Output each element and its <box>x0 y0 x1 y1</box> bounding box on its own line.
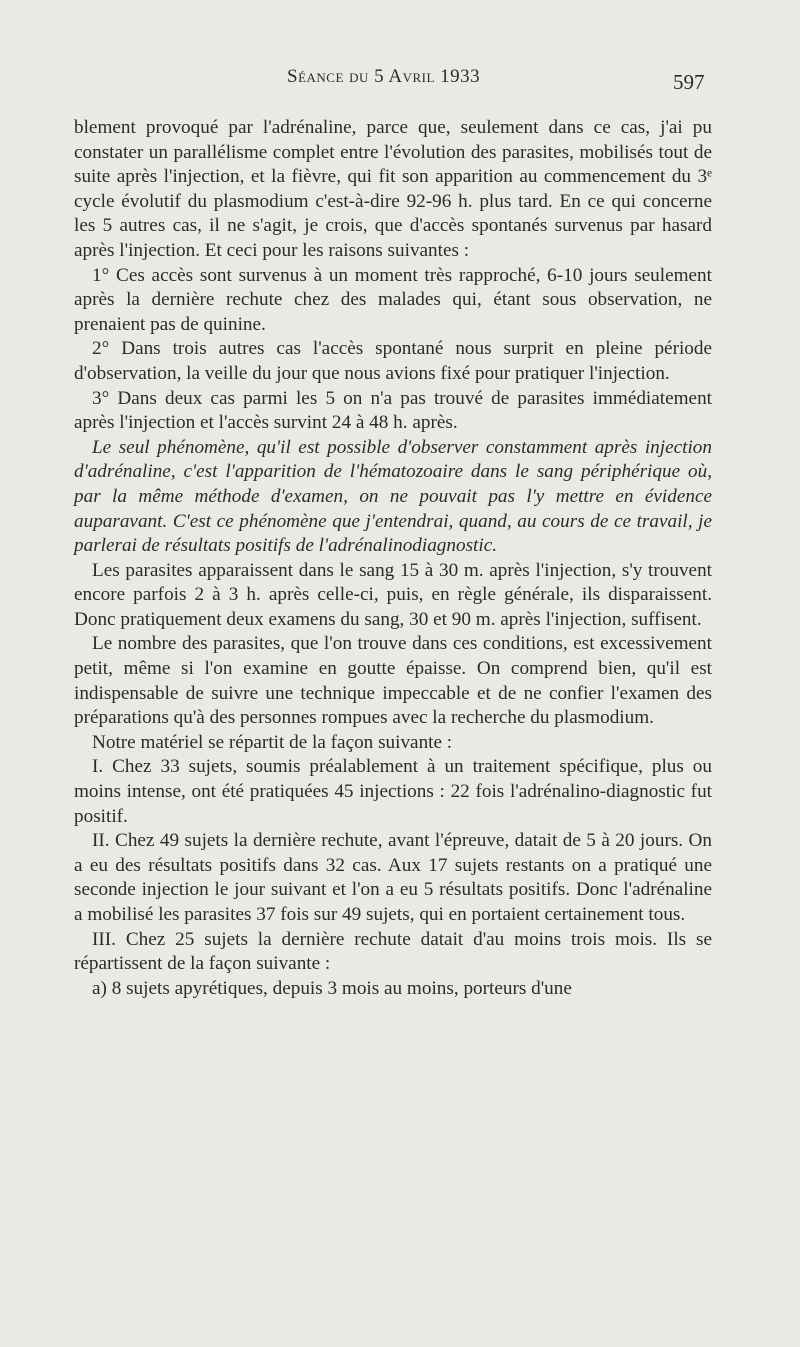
paragraph: a) 8 sujets apyrétiques, depuis 3 mois au moins, porteurs d'une <box>92 977 572 999</box>
paragraph: 1° Ces accès sont survenus à un moment très rapproché, 6-10 jours seulement après la dernière rechute chez des malades qui, étant sous observation, ne prenaient pas de quinine. <box>74 264 712 335</box>
paragraph: 2° Dans trois autres cas l'accès spontané nous surprit en pleine période d'observation, la veille du jour que nous avions fixé pour pratiquer l'injection. <box>74 338 712 384</box>
running-title: Séance du 5 Avril 1933 <box>287 66 481 87</box>
italic-paragraph: Le seul phénomène, qu'il est possible d'observer constamment après injection d'adrénaline, c'est l'apparition de l'hématozoaire dans le sang périphérique où, par la même méthode d'examen, on ne pouvait pas l'y mettre en évidence auparavant. C'est ce phénomène que j'entendrai, quand, au cours de ce travail, je parlerai de résultats positifs de l'adrénalinodiagnostic. <box>74 436 712 557</box>
paragraph: II. Chez 49 sujets la dernière rechute, avant l'épreuve, datait de 5 à 20 jours. On a eu des résultats positifs dans 32 cas. Aux 17 sujets restants on a pratiqué une seconde injection le jour suivant et l'on a eu 5 résultats positifs. Donc l'adrénaline a mobilisé les parasites 37 fois sur 49 sujets, qui en portaient certainement tous. <box>74 830 712 925</box>
paragraph: I. Chez 33 sujets, soumis préalablement à un traitement spécifique, plus ou moins intense, ont été pratiquées 45 injections : 22 fois l'adrénalino-diagnostic fut positif. <box>74 756 712 827</box>
paragraph: Les parasites apparaissent dans le sang 15 à 30 m. après l'injection, s'y trouvent encore parfois 2 à 3 h. après celle-ci, puis, en règle générale, ils disparaissent. Donc pratiquement deux examens du sang, 30 et 90 m. après l'injection, suffisent. <box>74 559 712 630</box>
paragraph: 3° Dans deux cas parmi les 5 on n'a pas trouvé de parasites immédiatement après l'injection et l'accès survint 24 à 48 h. après. <box>74 387 712 434</box>
paragraph: Le nombre des parasites, que l'on trouve dans ces conditions, est excessivement petit, même si l'on examine en goutte épaisse. On comprend bien, qu'il est indispensable de suivre une technique impeccable et de ne confier l'examen des préparations qu'à des personnes rompues avec la recherche du plasmodium. <box>74 633 712 729</box>
paragraph: III. Chez 25 sujets la dernière rechute datait d'au moins trois mois. Ils se répartissent de la façon suivante : <box>74 928 712 975</box>
paragraph: Notre matériel se répartit de la façon suivante : <box>92 731 453 753</box>
page-header <box>0 66 800 96</box>
page-number: 597 <box>673 70 705 94</box>
paragraph: blement provoqué par l'adrénaline, parce que, seulement dans ce cas, j'ai pu constater un parallélisme complet entre l'évolution des parasites, mobilisés tout de suite après l'injection, et la fièvre, qui fit son apparition au commencement du 3ᵉ cycle évolutif du plasmodium c'est-à-dire 92-96 h. plus tard. En ce qui concerne les 5 autres cas, il ne s'agit, je crois, que d'accès spontanés survenus par hasard après l'injection. Et ceci pour les raisons suivantes : <box>74 117 712 261</box>
body-text <box>74 116 712 1001</box>
